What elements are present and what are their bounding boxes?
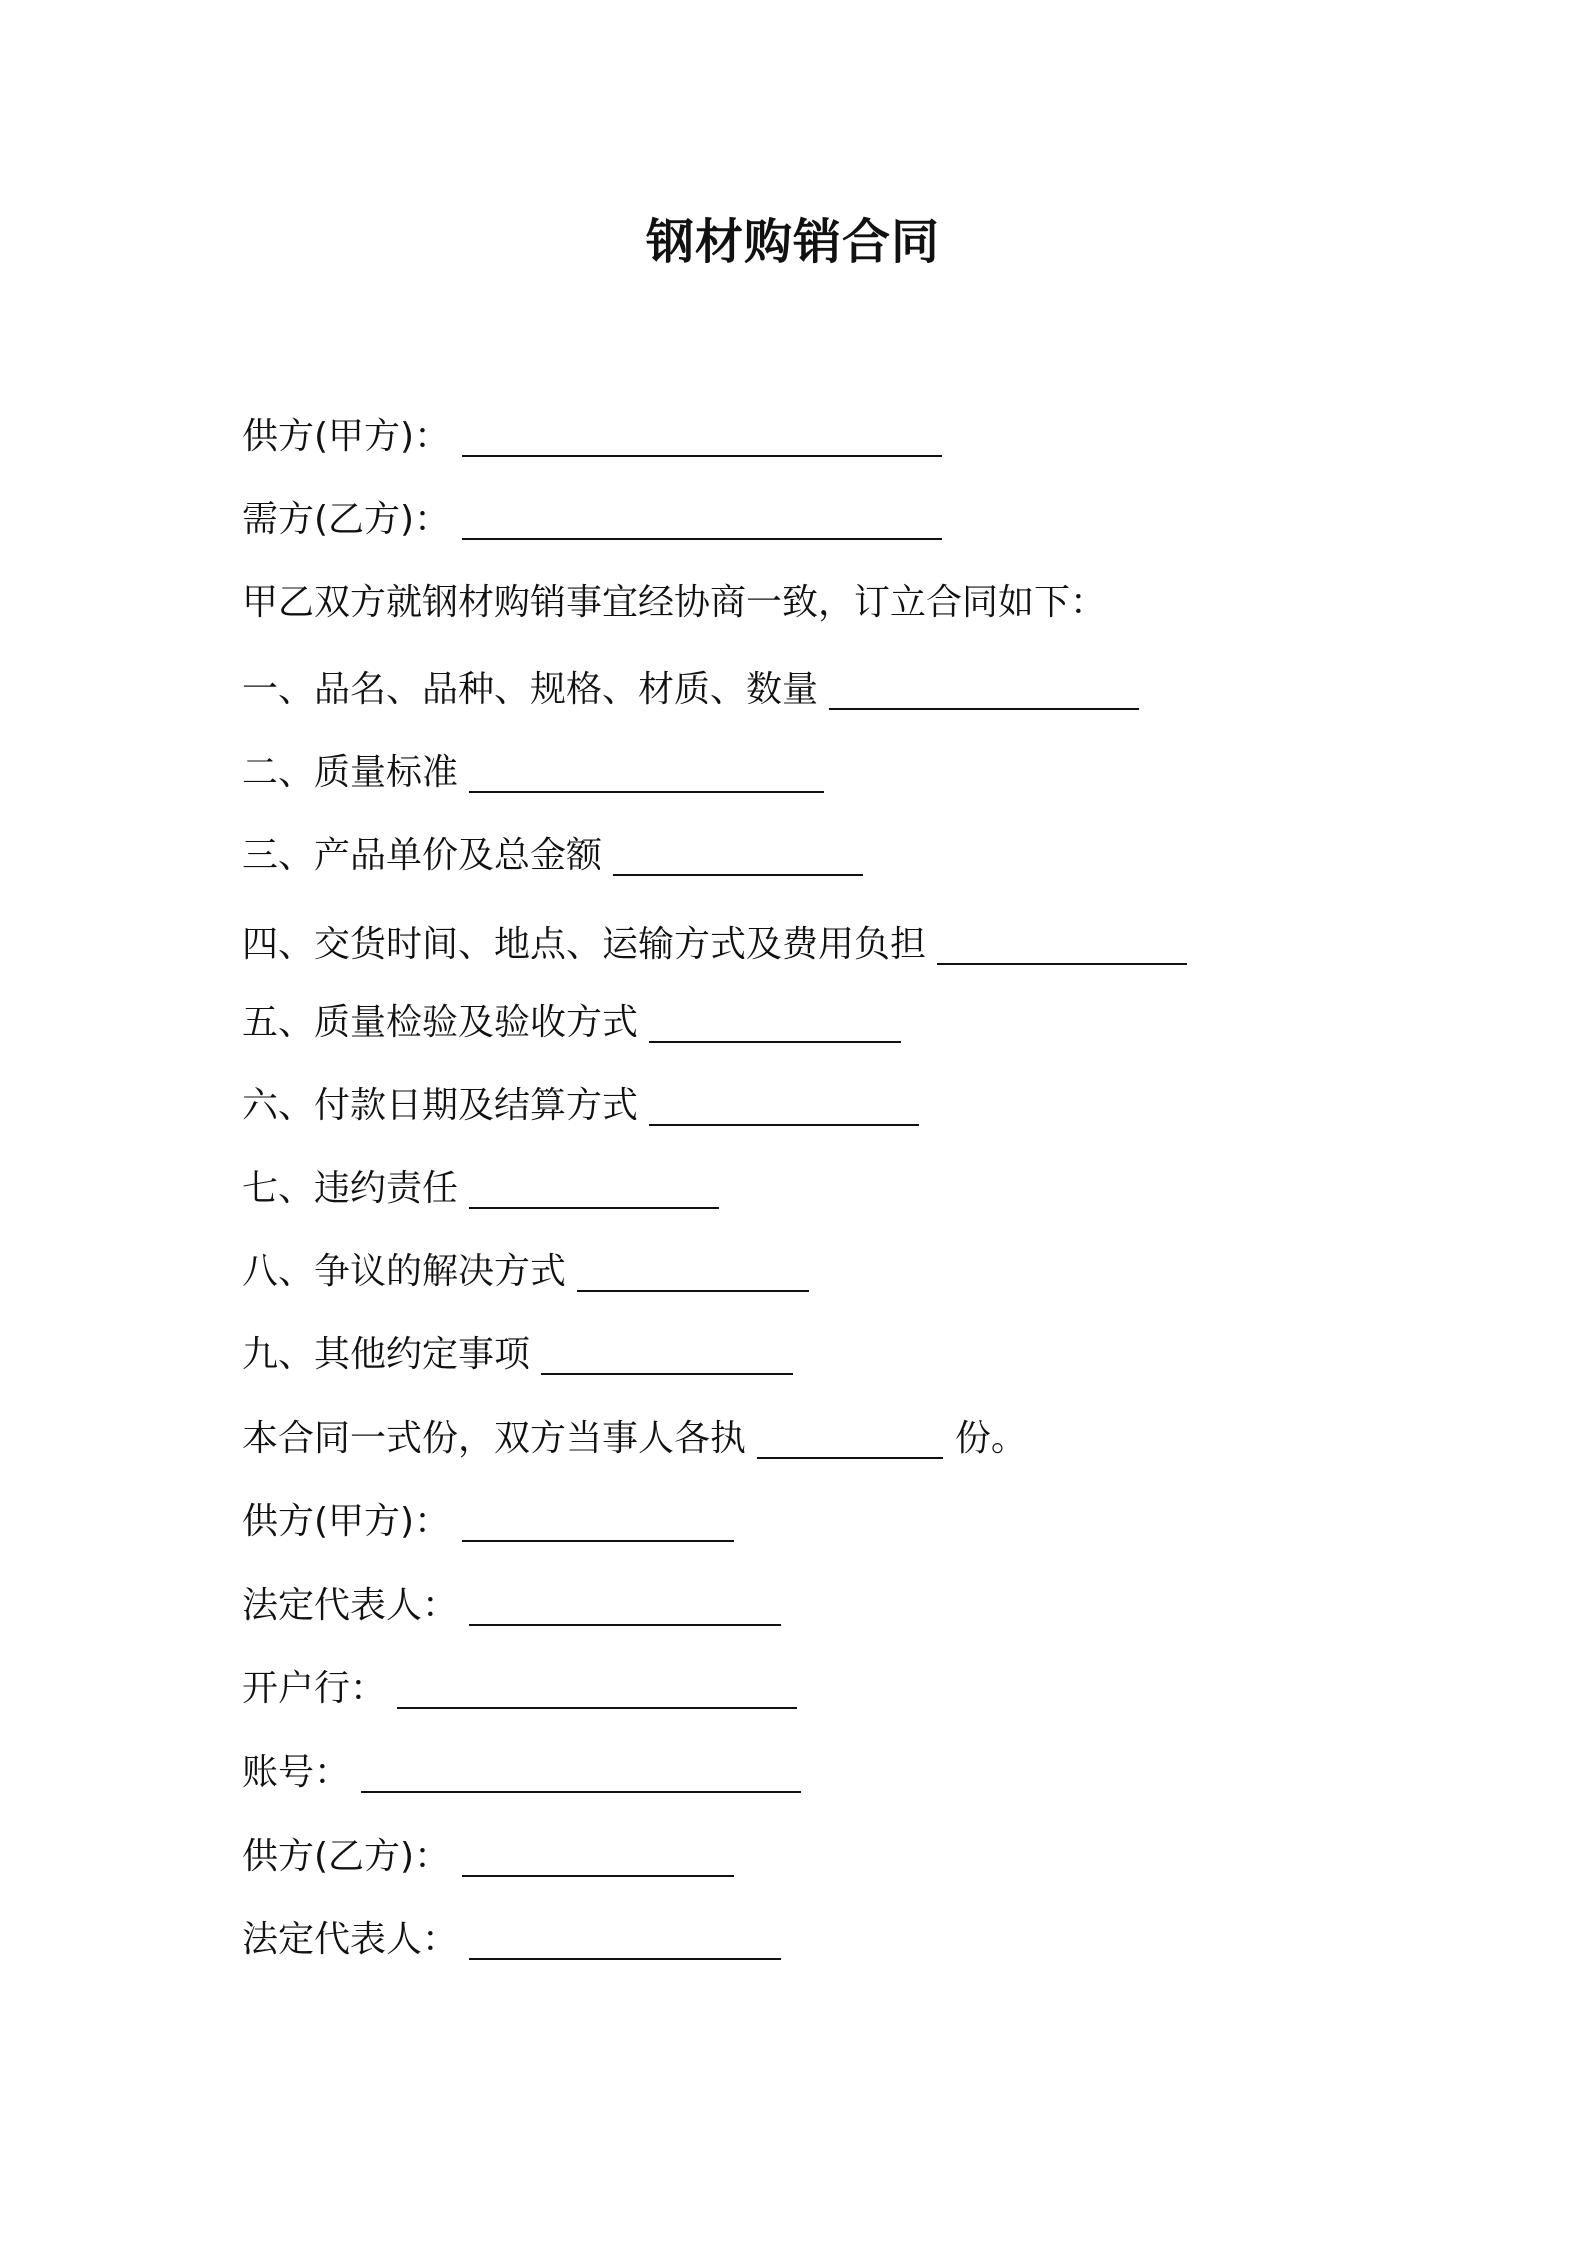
bank-a-label: 开户行： <box>242 1668 387 1709</box>
bank-a-line <box>242 1666 797 1712</box>
clause-4-line <box>242 922 1187 968</box>
legal-rep-a-line <box>242 1583 781 1629</box>
intro-line <box>242 580 1106 626</box>
clause-7-label: 七、违约责任 <box>242 1168 459 1209</box>
clause-6-label: 六、付款日期及结算方式 <box>242 1085 639 1126</box>
supplier-a-blank[interactable] <box>462 417 942 457</box>
clause-7-line <box>242 1166 719 1212</box>
clause-9-blank[interactable] <box>541 1335 793 1375</box>
clause-2-line <box>242 750 824 796</box>
clause-8-blank[interactable] <box>577 1252 809 1292</box>
account-a-label: 账号： <box>242 1752 351 1793</box>
sign-supplier-b-blank[interactable] <box>462 1837 734 1877</box>
clause-2-label: 二、质量标准 <box>242 752 459 793</box>
legal-rep-a-blank[interactable] <box>469 1586 781 1626</box>
sign-supplier-a-blank[interactable] <box>462 1502 734 1542</box>
clause-6-blank[interactable] <box>649 1086 919 1126</box>
clause-6-line <box>242 1083 919 1129</box>
clause-5-label: 五、质量检验及验收方式 <box>242 1002 639 1043</box>
account-a-line <box>242 1750 801 1796</box>
clause-1-label: 一、品名、品种、规格、材质、数量 <box>242 669 819 710</box>
clause-1-blank[interactable] <box>829 670 1139 710</box>
clause-4-blank[interactable] <box>937 925 1187 965</box>
intro-text: 甲乙双方就钢材购销事宜经协商一致，订立合同如下： <box>242 582 1107 623</box>
sign-supplier-a-label: 供方(甲方)： <box>242 1501 451 1542</box>
clause-5-line <box>242 1000 901 1046</box>
copies-suffix: 份。 <box>954 1418 1027 1459</box>
legal-rep-b-blank[interactable] <box>469 1920 781 1960</box>
clause-7-blank[interactable] <box>469 1169 719 1209</box>
account-a-blank[interactable] <box>361 1753 801 1793</box>
clause-5-blank[interactable] <box>649 1003 901 1043</box>
sign-supplier-b-line <box>242 1834 734 1880</box>
legal-rep-b-label: 法定代表人： <box>242 1919 459 1960</box>
clause-8-label: 八、争议的解决方式 <box>242 1251 567 1292</box>
copies-label: 本合同一式份，双方当事人各执 <box>242 1418 747 1459</box>
clause-3-line <box>242 833 863 879</box>
clause-4-label: 四、交货时间、地点、运输方式及费用负担 <box>242 924 927 965</box>
buyer-b-blank[interactable] <box>462 500 942 540</box>
clause-3-blank[interactable] <box>613 836 863 876</box>
clause-1-line <box>242 667 1139 713</box>
clause-3-label: 三、产品单价及总金额 <box>242 835 603 876</box>
document-title: 钢材购销合同 <box>645 214 940 270</box>
clause-2-blank[interactable] <box>469 753 824 793</box>
buyer-b-label: 需方(乙方)： <box>242 499 451 540</box>
copies-line <box>242 1416 1027 1462</box>
clause-9-label: 九、其他约定事项 <box>242 1334 531 1375</box>
copies-blank[interactable] <box>757 1419 943 1459</box>
legal-rep-a-label: 法定代表人： <box>242 1585 459 1626</box>
legal-rep-b-line <box>242 1917 781 1963</box>
sign-supplier-a-line <box>242 1499 734 1545</box>
sign-supplier-b-label: 供方(乙方)： <box>242 1836 451 1877</box>
supplier-a-label: 供方(甲方)： <box>242 416 451 457</box>
supplier-a-line <box>242 414 942 460</box>
clause-8-line <box>242 1249 809 1295</box>
buyer-b-line <box>242 497 942 543</box>
bank-a-blank[interactable] <box>397 1669 797 1709</box>
clause-9-line <box>242 1332 793 1378</box>
